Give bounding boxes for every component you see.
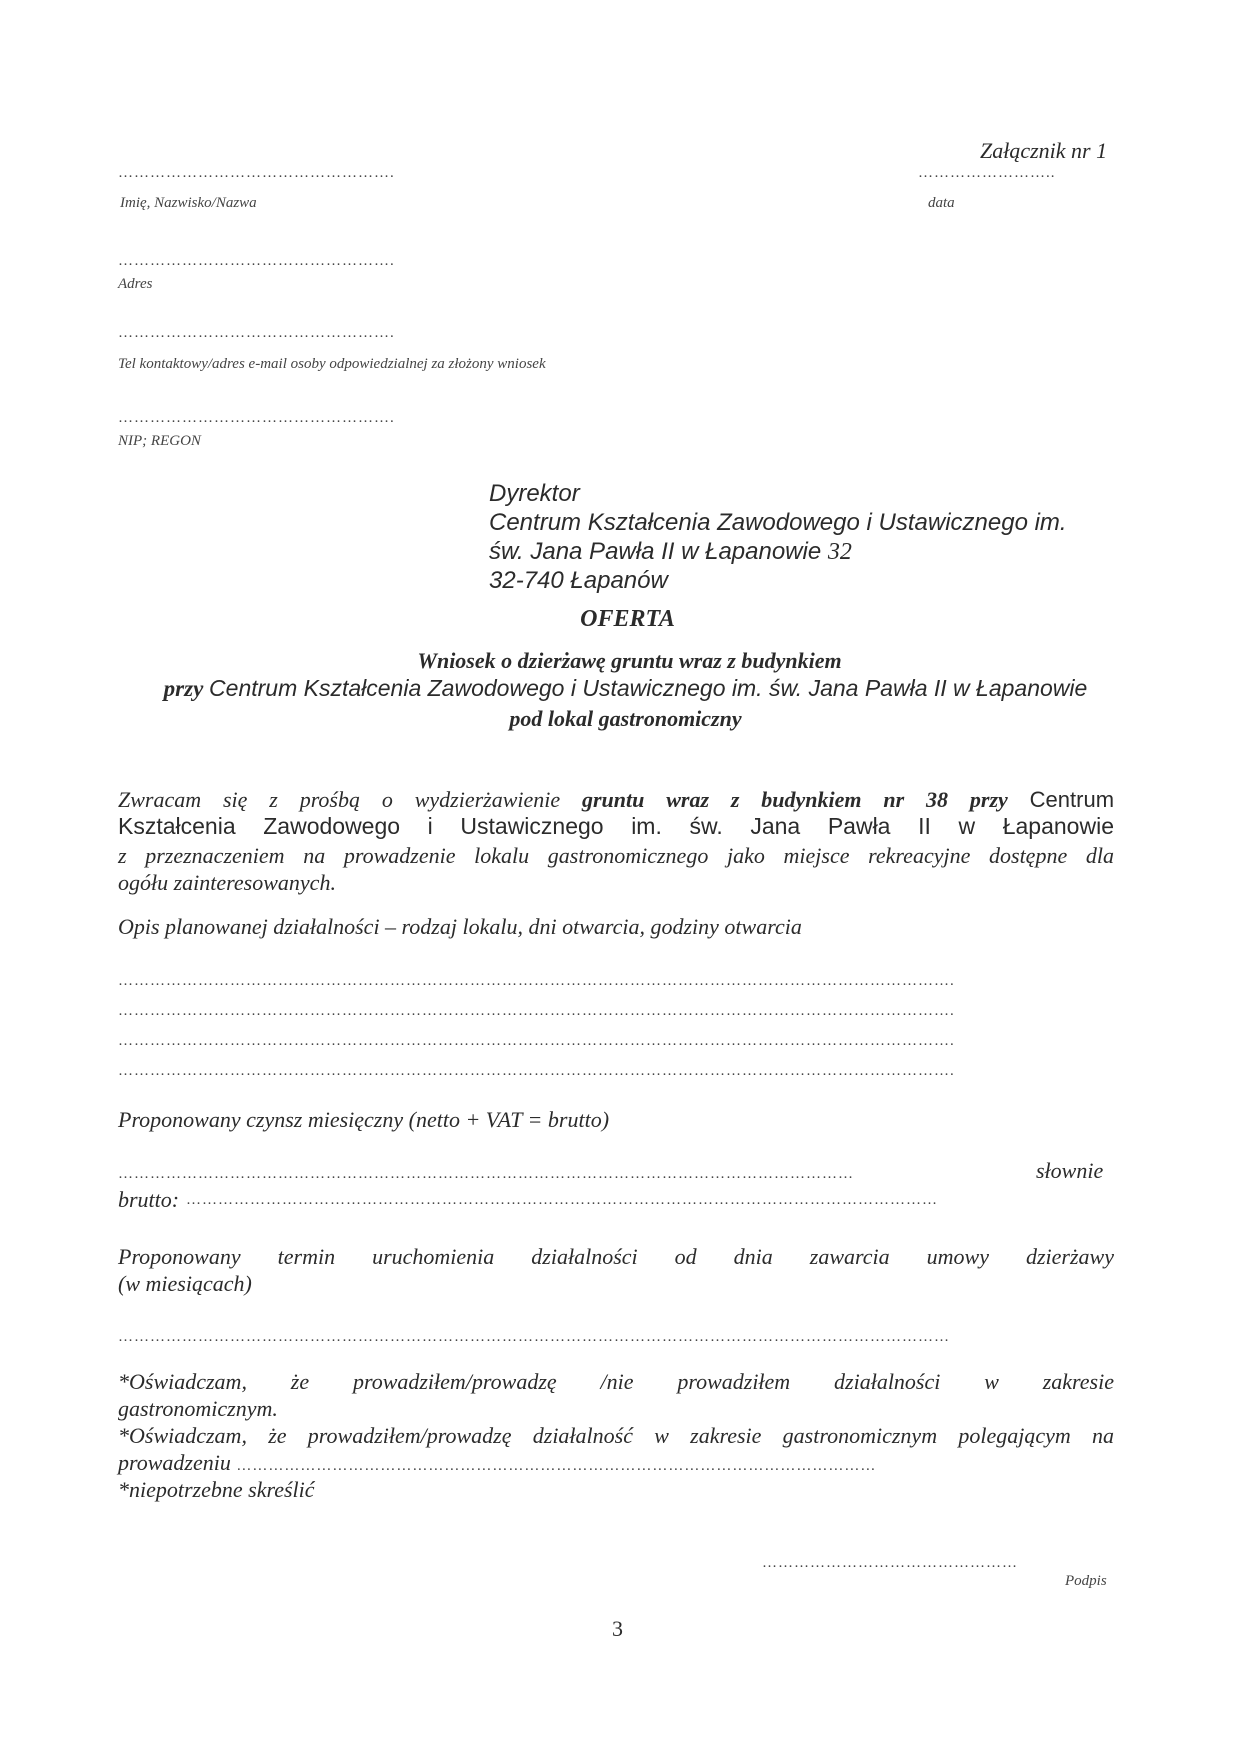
name-label: Imię, Nazwisko/Nazwa bbox=[120, 195, 257, 211]
nip-dotted-field: ……………………………………………. bbox=[118, 410, 395, 426]
offer-subtitle: Wniosek o dzierżawę gruntu wraz z budynkiem bbox=[417, 648, 842, 673]
address-dotted-field: ……………………………………………. bbox=[118, 253, 395, 269]
declaration-note: *niepotrzebne skreślić bbox=[118, 1477, 315, 1502]
signature-label: Podpis bbox=[1065, 1573, 1107, 1589]
offer-subtitle-institution-name: Centrum Kształcenia Zawodowego i Ustawicznego im. św. Jana Pawła II w Łapanowie bbox=[209, 675, 1088, 701]
description-line-3: …………………………………………………………………………………………………………………………………………. bbox=[118, 1033, 955, 1049]
offer-subtitle-purpose: pod lokal gastronomiczny bbox=[509, 706, 742, 731]
request-line-2: Kształcenia Zawodowego i Ustawicznego im. św. Jana Pawła II w Łapanowie bbox=[118, 813, 1114, 839]
declaration-1-line-2: gastronomicznym. bbox=[118, 1396, 278, 1421]
attachment-label: Załącznik nr 1 bbox=[980, 138, 1108, 163]
description-line-2: …………………………………………………………………………………………………………………………………………. bbox=[118, 1003, 955, 1019]
offer-subtitle-institution bbox=[0, 675, 1241, 702]
recipient-institution: Centrum Kształcenia Zawodowego i Ustawicznego im. bbox=[489, 509, 1067, 536]
recipient-postal-code: 32-740 Łapanów bbox=[489, 567, 668, 594]
rent-dotted-field: ………………………………………………………………………………………………………………………… bbox=[118, 1166, 854, 1182]
address-label: Adres bbox=[118, 276, 153, 292]
term-dotted-field: ………………………………………………………………………………………………………………………………………… bbox=[118, 1329, 950, 1345]
description-line-4: …………………………………………………………………………………………………………………………………………. bbox=[118, 1063, 955, 1079]
offer-subtitle-prefix: przy bbox=[163, 676, 210, 701]
request-text-a: Zwracam się z prośbą o wydzierżawienie bbox=[118, 787, 561, 812]
rent-slownie-label: słownie bbox=[1036, 1158, 1104, 1183]
description-label: Opis planowanej działalności – rodzaj lokalu, dni otwarcia, godziny otwarcia bbox=[118, 914, 802, 939]
request-line-3: z przeznaczeniem na prowadzenie lokalu gastronomicznego jako miejsce rekreacyjne dostępne dla bbox=[118, 843, 1114, 868]
recipient-address-text: św. Jana Pawła II w Łapanowie bbox=[489, 538, 828, 565]
rent-brutto-label: brutto: bbox=[118, 1187, 180, 1212]
declaration-2-dotted-field: ………………………………………………………………………………………………………… bbox=[236, 1458, 877, 1474]
offer-heading: OFERTA bbox=[580, 606, 675, 632]
date-label: data bbox=[928, 195, 955, 211]
request-line-1 bbox=[118, 786, 1114, 813]
nip-label: NIP; REGON bbox=[118, 433, 201, 449]
term-label-line-1: Proponowany termin uruchomienia działalności od dnia zawarcia umowy dzierżawy bbox=[118, 1244, 1114, 1269]
declaration-2-prefix: prowadzeniu bbox=[118, 1450, 237, 1475]
date-dotted-field: …………………….. bbox=[918, 165, 1056, 181]
signature-dotted-field: ………………………………………… bbox=[762, 1555, 1018, 1571]
recipient-address-line bbox=[489, 538, 852, 566]
name-dotted-field: ……………………………………………. bbox=[118, 165, 395, 181]
rent-brutto-dotted-field: …………………………………………………………………………………………………………………………… bbox=[186, 1192, 938, 1208]
page-number: 3 bbox=[612, 1616, 623, 1641]
recipient-title: Dyrektor bbox=[489, 480, 580, 507]
contact-label: Tel kontaktowy/adres e-mail osoby odpowiedzialnej za złożony wniosek bbox=[118, 356, 546, 372]
request-line-4: ogółu zainteresowanych. bbox=[118, 870, 336, 895]
request-text-b: gruntu wraz z budynkiem nr 38 przy bbox=[582, 787, 1008, 812]
request-text-c: Centrum bbox=[1029, 787, 1115, 812]
declaration-2-line-1: *Oświadczam, że prowadziłem/prowadzę działalność w zakresie gastronomicznym polegającym na bbox=[118, 1423, 1114, 1448]
declaration-1-line-1: *Oświadczam, że prowadziłem/prowadzę /nie prowadziłem działalności w zakresie bbox=[118, 1369, 1114, 1394]
description-line-1: …………………………………………………………………………………………………………………………………………. bbox=[118, 973, 955, 989]
rent-label: Proponowany czynsz miesięczny (netto + VAT = brutto) bbox=[118, 1107, 610, 1132]
term-label-line-2: (w miesiącach) bbox=[118, 1271, 252, 1296]
contact-dotted-field: ……………………………………………. bbox=[118, 325, 395, 341]
recipient-address-number: 32 bbox=[827, 539, 852, 565]
